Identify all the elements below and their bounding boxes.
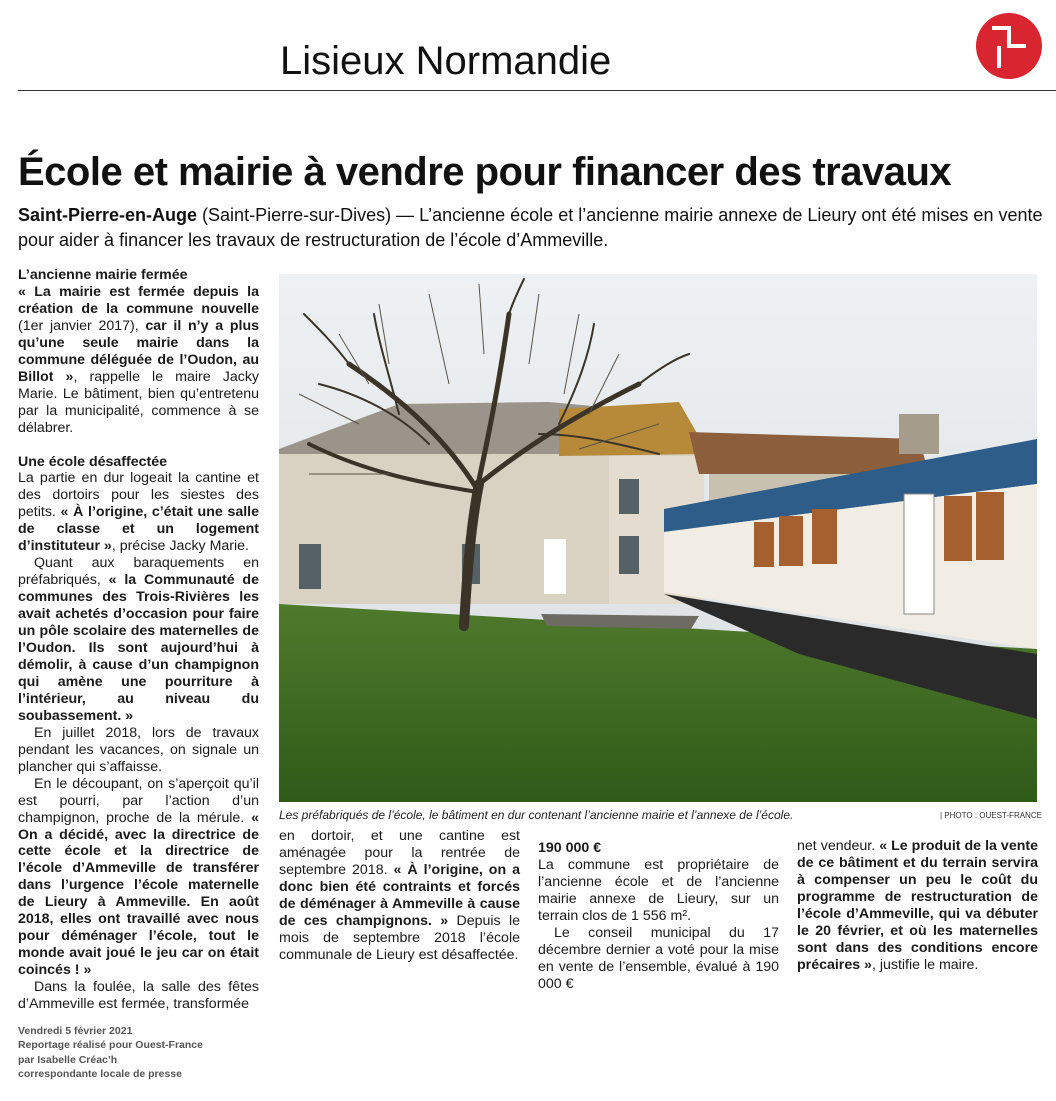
chapeau-place: Saint-Pierre-en-Auge — [18, 205, 198, 225]
text: , rappelle le maire Jacky Marie. Le bâtiment, bien qu’entretenu par la municipalité, commence à se délabrer. — [18, 368, 260, 436]
byline-role: correspondante locale de presse — [18, 1067, 182, 1080]
article-column-2 — [279, 828, 520, 964]
section-title: Lisieux Normandie — [280, 39, 612, 83]
text: La partie en dur logeait la cantine et des dortoirs pour les siestes des petits. — [18, 470, 259, 521]
chapeau-text: (Saint-Pierre-sur-Dives) — L’ancienne école et l’ancienne mairie annexe de Lieury ont été mises en vente pour aider à financer les travaux de restructuration de l’école d’Ammeville. — [18, 205, 1043, 250]
text: , justifie le maire. — [871, 956, 979, 973]
chapeau — [18, 203, 1048, 253]
paragraph — [18, 555, 259, 725]
byline — [18, 1024, 278, 1081]
text: , précise Jacky Marie. — [111, 538, 249, 555]
quote: « À l’origine, c’était une salle de classe et un logement d’instituteur » — [18, 504, 260, 555]
subheading-mairie: L’ancienne mairie fermée — [18, 267, 188, 283]
quote: car il n’y a plus qu’une seule mairie dans la commune déléguée de l’Oudon, au Billot » — [18, 317, 260, 385]
byline-line: Reportage réalisé pour Ouest-France — [18, 1039, 203, 1052]
quote: « À l’origine, on a donc bien été contraints et forcés de déménager à Ammeville à cause de ces champignons. » — [279, 861, 520, 929]
text: Depuis le mois de septembre 2018 l’école communale de Lieury est désaffectée. — [279, 912, 520, 963]
text: En le découpant, on s’aperçoit qu’il est pourri, par l’action d’un champignon, proche de la mérule. — [18, 775, 259, 826]
subheading-ecole: Une école désaffectée — [18, 453, 168, 470]
quote: « Le produit de la vente de ce bâtiment et du terrain servira à compenser un peu le coût du programme de restructuration de l’école d’Ammeville, qui va débuter le 20 février, et où les maternelles sont dans des conditions encore précaires » — [797, 838, 1038, 973]
paragraph: La commune est propriétaire de l’ancienne école et de l’ancienne mairie annexe de Lieury, sur un terrain clos de 1 556 m². — [538, 856, 779, 924]
paragraph — [18, 284, 259, 437]
byline-author: par Isabelle Créac’h — [18, 1053, 118, 1066]
quote: « la Communauté de communes des Trois-Rivières les avait achetés d’occasion pour faire un pôle scolaire des maternelles de l’Oudon. Ils sont aujourd’hui à démolir, à cause d’un champignon qui amène une pourriture à l’intérieur, au niveau du soubassement. » — [18, 572, 259, 724]
text: en dortoir, et une cantine est aménagée pour la rentrée de septembre 2018. — [279, 828, 520, 878]
text: net vendeur. — [797, 838, 880, 854]
paragraph — [18, 470, 259, 555]
article-column-4 — [797, 838, 1038, 974]
article-column-3 — [538, 840, 779, 993]
quote: « On a décidé, avec la directrice de cette école et la directrice de l’école d’Ammeville de transférer dans l’urgence l’école maternelle de Lieury à Ammeville. En août 2018, elles ont travaillé avec nous pour déménager l’école, tout le monde avait joué le jeu car on était coincés ! » — [18, 809, 259, 979]
photo-credit: | PHOTO : OUEST-FRANCE — [940, 811, 1042, 820]
paragraph — [18, 776, 259, 979]
article-column-1 — [18, 267, 259, 1013]
headline: École et mairie à vendre pour financer des travaux — [18, 150, 952, 194]
article-photo — [279, 274, 1037, 802]
ouest-france-logo — [975, 12, 1043, 80]
header-rule — [18, 90, 1056, 91]
subheading-price: 190 000 € — [538, 840, 602, 856]
byline-date: Vendredi 5 février 2021 — [18, 1025, 133, 1037]
photo-caption: Les préfabriqués de l’école, le bâtiment en dur contenant l’ancienne mairie et l’annexe de l’école. — [279, 808, 794, 822]
text: Quant aux baraquements en préfabriqués, — [18, 555, 259, 589]
paragraph — [797, 838, 1038, 974]
paragraph: Dans la foulée, la salle des fêtes d’Ammeville est fermée, transformée — [18, 979, 259, 1013]
date-text: (1er janvier 2017), — [18, 317, 146, 334]
quote: « La mairie est fermée depuis la création de la commune nouvelle — [18, 283, 259, 317]
paragraph — [279, 828, 520, 964]
paragraph: En juillet 2018, lors de travaux pendant les vacances, on signale un plancher qui s’affaisse. — [18, 724, 259, 775]
paragraph: Le conseil municipal du 17 décembre dernier a voté pour la mise en vente de l’ensemble, évalué à 190 000 € — [538, 924, 779, 992]
